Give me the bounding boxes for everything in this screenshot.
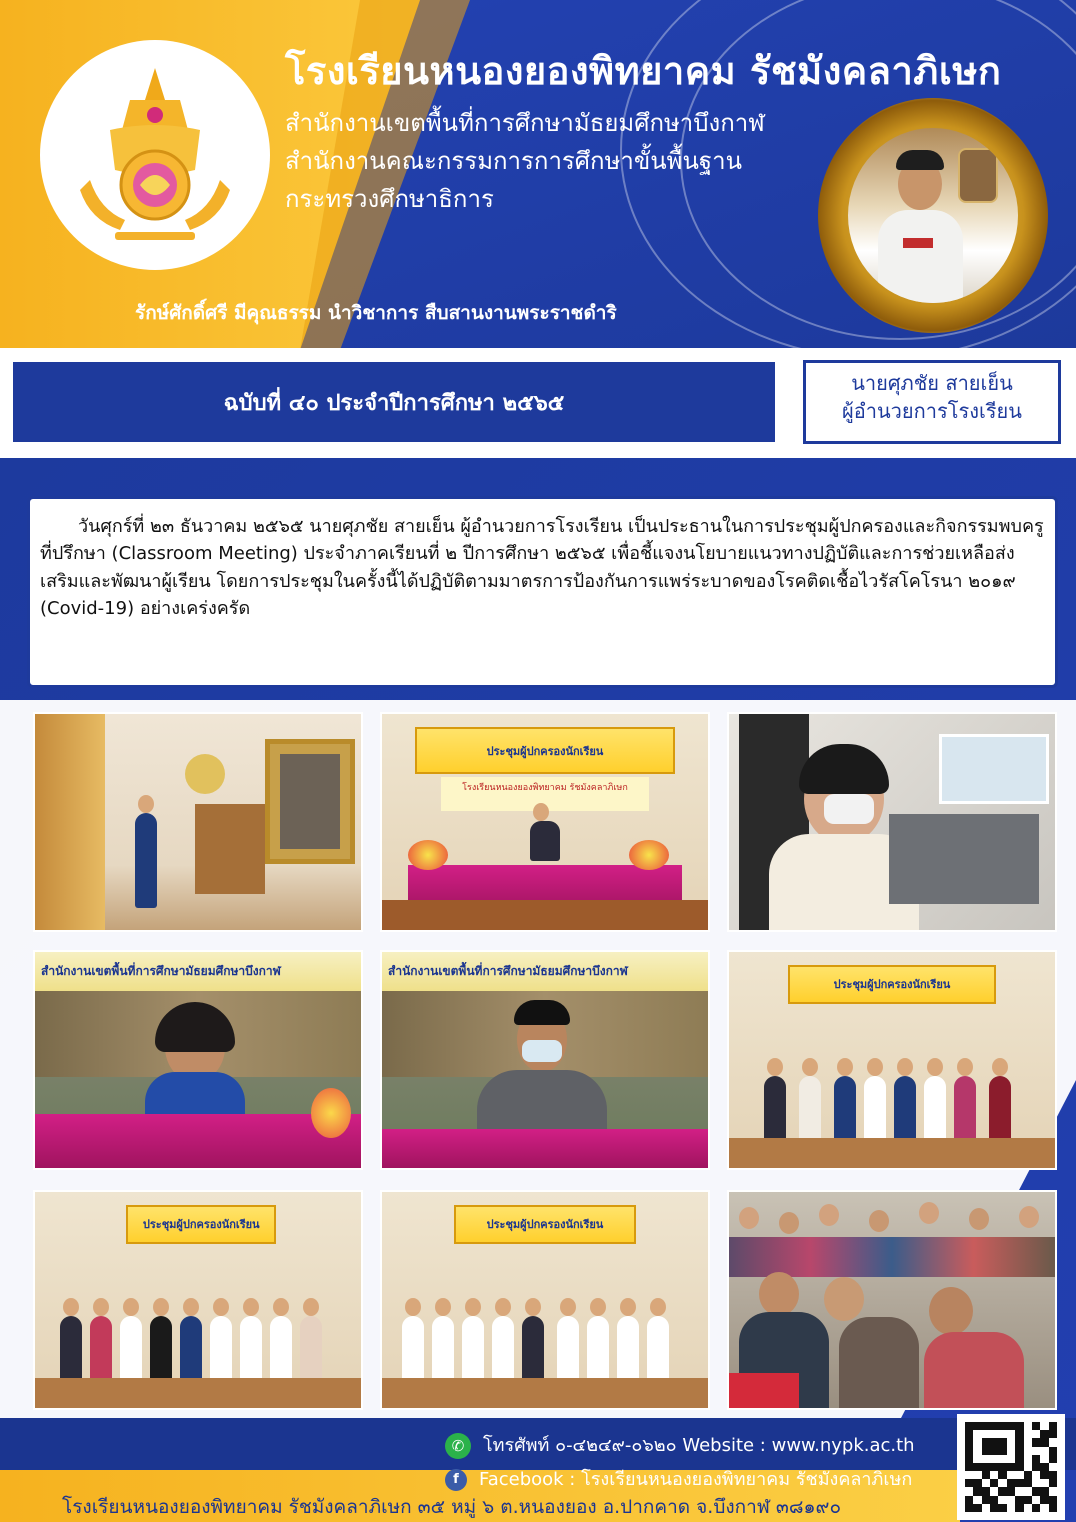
photo-female-speaker xyxy=(33,950,363,1170)
photo-students-award-2 xyxy=(33,1190,363,1410)
footer-address: โรงเรียนหนองยองพิทยาคม รัชมังคลาภิเษก ๓๕ หมู่ ๖ ต.หนองยอง อ.ปากคาด จ.บึงกาฬ ๓๘๑๙๐ xyxy=(62,1496,842,1518)
photo-students-award-1 xyxy=(727,950,1057,1170)
photo-paying-respect xyxy=(33,712,363,932)
photo-parents-audience xyxy=(727,1190,1057,1410)
news-box xyxy=(27,496,1058,688)
banner-parents-meeting: ประชุมผู้ปกครองนักเรียน xyxy=(454,1205,637,1244)
issue-label: ฉบับที่ ๔๐ ประจำปีการศึกษา ๒๕๖๕ xyxy=(13,362,775,442)
school-motto: รักษ์ศักดิ์ศรี มีคุณธรรม นำวิชาการ สืบสานงานพระราชดำริ xyxy=(135,302,617,324)
school-emblem-icon xyxy=(70,60,240,250)
news-body: วันศุกร์ที่ ๒๓ ธันวาคม ๒๕๖๕ นายศุภชัย สายเย็น ผู้อำนวยการโรงเรียน เป็นประธานในการประชุมผู้ปกครองและกิจกรรมพบครูที่ปรึกษา (Classroom Meeting) ประจำภาคเรียนที่ ๒ ปีการศึกษา ๒๕๖๕ เพื่อชี้แจงนโยบายแนวทางปฏิบัติและการช่วยเหลือส่งเสริมและพัฒนาผู้เรียน โดยการประชุมในครั้งนี้ได้ปฏิบัติตามมาตรการป้องกันการแพร่ระบาดของโรคติดเชื้อไวรัสโคโรนา ๒๐๑๙ (Covid-19) อย่างเคร่งครัด xyxy=(40,516,1044,620)
director-portrait-frame xyxy=(818,98,1048,333)
school-name: โรงเรียนหนองยองพิทยาคม รัชมังคลาภิเษก xyxy=(285,49,1002,93)
sub-line-commission: สำนักงานคณะกรรมการการศึกษาขั้นพื้นฐาน xyxy=(285,147,743,175)
office-strip: สำนักงานเขตพื้นที่การศึกษามัธยมศึกษาบึงกาฬ xyxy=(35,952,361,991)
sub-line-ministry: กระทรวงศึกษาธิการ xyxy=(285,185,494,213)
contact-phone xyxy=(445,1430,915,1459)
director-name: นายศุภชัย สายเย็น xyxy=(851,371,1013,395)
phone-icon: ✆ xyxy=(445,1433,471,1459)
school-logo xyxy=(40,40,270,270)
director-box xyxy=(803,360,1061,444)
office-strip: สำนักงานเขตพื้นที่การศึกษามัธยมศึกษาบึงกาฬ xyxy=(382,952,708,991)
phone-text: โทรศัพท์ ๐-๔๒๔๙-๐๖๒๐ Website : www.nypk.ac.th xyxy=(483,1435,915,1456)
sub-line-office: สำนักงานเขตพื้นที่การศึกษามัธยมศึกษาบึงกาฬ xyxy=(285,109,765,137)
photo-male-speaker xyxy=(380,950,710,1170)
qr-code xyxy=(957,1414,1065,1520)
facebook-icon: f xyxy=(445,1469,467,1491)
photo-chairman-table xyxy=(380,712,710,932)
banner-parents-meeting: ประชุมผู้ปกครองนักเรียน xyxy=(126,1205,276,1244)
photo-students-award-3 xyxy=(380,1190,710,1410)
facebook-text: Facebook : โรงเรียนหนองยองพิทยาคม รัชมังคลาภิเษก xyxy=(479,1469,913,1490)
photo-teacher-microphone xyxy=(727,712,1057,932)
director-title: ผู้อำนวยการโรงเรียน xyxy=(842,399,1022,423)
director-portrait xyxy=(848,128,1018,303)
banner-parents-meeting: ประชุมผู้ปกครองนักเรียน xyxy=(788,965,997,1004)
qr-code-icon xyxy=(965,1422,1057,1512)
contact-facebook xyxy=(445,1464,912,1493)
banner-school-name: โรงเรียนหนองยองพิทยาคม รัชมังคลาภิเษก xyxy=(441,777,650,812)
banner-parents-meeting: ประชุมผู้ปกครองนักเรียน xyxy=(415,727,676,775)
